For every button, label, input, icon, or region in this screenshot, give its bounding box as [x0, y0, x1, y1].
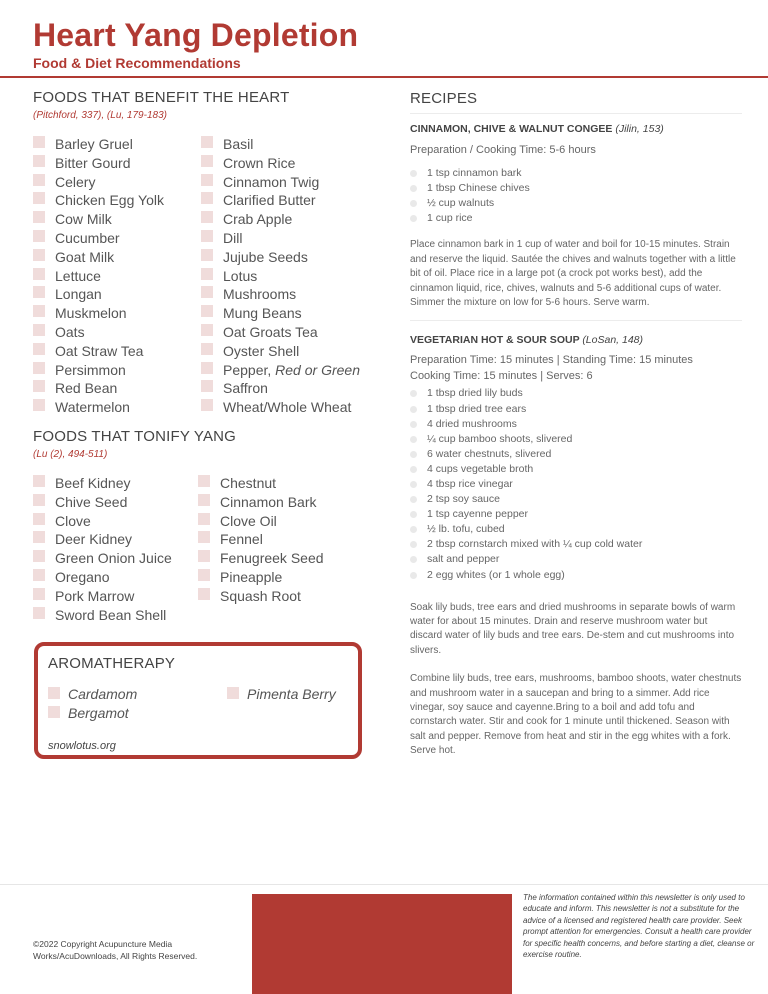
tonify-title: FOODS THAT TONIFY YANG — [33, 427, 237, 445]
food-item[interactable]: Muskmelon — [33, 304, 201, 323]
checkbox-icon[interactable] — [48, 706, 60, 718]
recipe-directions: Combine lily buds, tree ears, mushrooms, bamboo shoots, water chestnuts and mushroom water in a saucepan and bring to a simmer. Add rice vinegar, soy sauce and cayenne.Bring to a boil and add tofu and cornstarch water. Stir and cook for 1 minute until thickened. Season with salt and pepper. Remove from heat and stir in the egg whites with a fork. Serve hot. — [410, 673, 742, 757]
food-item[interactable]: Celery — [33, 173, 201, 192]
checkbox-icon[interactable] — [198, 569, 210, 581]
recipe-directions: Soak lily buds, tree ears and dried mushrooms in separate bowls of warm water for about 15 minutes. Drain and reserve mushroom water but discard water of lily buds and tree ears. De-stem and cut mushrooms into slivers. — [410, 601, 736, 656]
copyright-text: ©2022 Copyright Acupuncture Media Works/AcuDownloads, All Rights Reserved. — [33, 939, 198, 961]
checkbox-icon[interactable] — [201, 399, 213, 411]
recipes-column — [410, 88, 742, 759]
food-item[interactable]: Pineapple — [198, 568, 324, 587]
ingredient-item: 4 cups vegetable broth — [410, 462, 742, 477]
recipe-time: Preparation / Cooking Time: 5-6 hours — [410, 144, 596, 156]
checkbox-icon[interactable] — [33, 550, 45, 562]
checkbox-icon[interactable] — [198, 513, 210, 525]
ingredient-item: 2 tsp soy sauce — [410, 492, 742, 507]
recipe-title: VEGETARIAN HOT & SOUR SOUP (LoSan, 148) — [410, 334, 644, 347]
food-item[interactable]: Clove Oil — [198, 512, 324, 531]
checkbox-icon[interactable] — [201, 136, 213, 148]
ingredient-item: salt and pepper — [410, 552, 742, 567]
recipe-citation: (LoSan, 148) — [582, 334, 644, 347]
food-item[interactable]: Cucumber — [33, 229, 201, 248]
checkbox-icon[interactable] — [201, 174, 213, 186]
benefit-list-1 — [33, 135, 201, 417]
ingredient-item: 1 tsp cayenne pepper — [410, 507, 742, 522]
checkbox-icon[interactable] — [33, 230, 45, 242]
food-item[interactable]: Mushrooms — [201, 285, 360, 304]
food-item[interactable]: Dill — [201, 229, 360, 248]
checkbox-icon[interactable] — [201, 343, 213, 355]
checkbox-icon[interactable] — [33, 513, 45, 525]
food-item[interactable]: Clove — [33, 512, 198, 531]
food-item[interactable]: Green Onion Juice — [33, 549, 198, 568]
checkbox-icon[interactable] — [201, 211, 213, 223]
aroma-item[interactable]: Bergamot — [48, 704, 129, 722]
food-item[interactable]: Pork Marrow — [33, 587, 198, 606]
recipe-time: Cooking Time: 15 minutes | Serves: 6 — [410, 370, 593, 383]
ingredient-item: 4 dried mushrooms — [410, 417, 742, 432]
checkbox-icon[interactable] — [33, 305, 45, 317]
food-item[interactable]: Beef Kidney — [33, 474, 198, 493]
aroma-item[interactable]: Cardamom — [48, 685, 137, 703]
food-item[interactable]: Oregano — [33, 568, 198, 587]
checkbox-icon[interactable] — [33, 268, 45, 280]
food-item[interactable]: Watermelon — [33, 398, 201, 417]
food-item[interactable]: Pepper, Red or Green — [201, 361, 360, 380]
checkbox-icon[interactable] — [201, 286, 213, 298]
food-item[interactable]: Crown Rice — [201, 154, 360, 173]
checkbox-icon[interactable] — [33, 249, 45, 261]
checkbox-icon[interactable] — [198, 588, 210, 600]
checkbox-icon[interactable] — [33, 192, 45, 204]
tonify-citation: (Lu (2), 494-511) — [33, 448, 108, 460]
recipe-directions: Place cinnamon bark in 1 cup of water and boil for 10-15 minutes. Strain and reserve the liquid. Sautée the chives and walnuts together with a little bit of oil. Place rice in a large pot (a crock pot works best), add the cinnamon liquid, rice, chives, walnuts and 5-6 additional cups of water. Simmer the mixture on low for 5-6 hours. Serve warm. — [410, 239, 736, 308]
checkbox-icon[interactable] — [201, 230, 213, 242]
checkbox-icon[interactable] — [33, 324, 45, 336]
header-divider — [0, 76, 768, 78]
food-item[interactable]: Red Bean — [33, 379, 201, 398]
checkbox-icon[interactable] — [227, 687, 239, 699]
page-header — [33, 16, 358, 71]
aromatherapy-box — [34, 642, 362, 759]
food-item[interactable]: Goat Milk — [33, 248, 201, 267]
food-item[interactable]: Oyster Shell — [201, 342, 360, 361]
ingredient-list — [410, 166, 742, 226]
food-item[interactable]: Barley Gruel — [33, 135, 201, 154]
food-item[interactable]: Lotus — [201, 267, 360, 286]
ingredient-item: 4 tbsp rice vinegar — [410, 477, 742, 492]
benefit-list-2 — [201, 135, 360, 417]
food-item[interactable]: Sword Bean Shell — [33, 606, 198, 625]
food-item[interactable]: Chestnut — [198, 474, 324, 493]
checkbox-icon[interactable] — [33, 588, 45, 600]
checkbox-icon[interactable] — [201, 192, 213, 204]
food-item[interactable]: Oat Straw Tea — [33, 342, 201, 361]
checkbox-icon[interactable] — [33, 531, 45, 543]
checkbox-icon[interactable] — [33, 607, 45, 619]
checkbox-icon[interactable] — [33, 362, 45, 374]
ingredient-list — [410, 386, 742, 582]
tonify-list-2 — [198, 474, 324, 624]
recipes-title: RECIPES — [410, 88, 742, 114]
checkbox-icon[interactable] — [201, 324, 213, 336]
checkbox-icon[interactable] — [201, 249, 213, 261]
checkbox-icon[interactable] — [198, 550, 210, 562]
checkbox-icon[interactable] — [33, 380, 45, 392]
ingredient-item: ¼ cup bamboo shoots, slivered — [410, 432, 742, 447]
food-item[interactable]: Deer Kidney — [33, 530, 198, 549]
checkbox-icon[interactable] — [33, 286, 45, 298]
checkbox-icon[interactable] — [33, 399, 45, 411]
ingredient-item: 2 egg whites (or 1 whole egg) — [410, 568, 742, 583]
page-subtitle: Food & Diet Recommendations — [33, 55, 241, 71]
aromatherapy-title: AROMATHERAPY — [48, 655, 176, 672]
page-title: Heart Yang Depletion — [33, 17, 359, 53]
checkbox-icon[interactable] — [201, 362, 213, 374]
food-item[interactable]: Mung Beans — [201, 304, 360, 323]
food-item[interactable]: Oat Groats Tea — [201, 323, 360, 342]
food-item[interactable]: Basil — [201, 135, 360, 154]
food-item[interactable]: Cinnamon Twig — [201, 173, 360, 192]
food-item[interactable]: Cow Milk — [33, 210, 201, 229]
food-item[interactable]: Chive Seed — [33, 493, 198, 512]
food-item[interactable]: Longan — [33, 285, 201, 304]
checkbox-icon[interactable] — [33, 494, 45, 506]
website-link[interactable]: snowlotus.org — [48, 740, 116, 752]
checkbox-icon[interactable] — [198, 494, 210, 506]
ingredient-item: 2 tbsp cornstarch mixed with ¼ cup cold water — [410, 537, 742, 552]
food-item[interactable]: Saffron — [201, 379, 360, 398]
checkbox-icon[interactable] — [33, 211, 45, 223]
checkbox-icon[interactable] — [33, 174, 45, 186]
checkbox-icon[interactable] — [198, 531, 210, 543]
food-lists — [33, 88, 373, 624]
ingredient-item: 1 tbsp Chinese chives — [410, 181, 742, 196]
footer-divider — [0, 884, 768, 885]
food-item[interactable]: Wheat/Whole Wheat — [201, 398, 360, 417]
footer-banner — [252, 894, 512, 994]
ingredient-item: 1 tbsp dried lily buds — [410, 386, 742, 401]
ingredient-item: 1 cup rice — [410, 211, 742, 226]
ingredient-item: ½ cup walnuts — [410, 196, 742, 211]
ingredient-item: ½ lb. tofu, cubed — [410, 522, 742, 537]
food-item[interactable]: Crab Apple — [201, 210, 360, 229]
benefit-citation: (Pitchford, 337), (Lu, 179-183) — [33, 110, 167, 121]
food-item[interactable]: Persimmon — [33, 361, 201, 380]
checkbox-icon[interactable] — [201, 268, 213, 280]
food-item[interactable]: Lettuce — [33, 267, 201, 286]
checkbox-icon[interactable] — [33, 136, 45, 148]
pepper-variant: Red or Green — [275, 361, 360, 378]
recipe-divider — [410, 320, 742, 321]
recipe-citation: (Jilin, 153) — [615, 123, 664, 135]
food-item[interactable]: Chicken Egg Yolk — [33, 191, 201, 210]
food-item[interactable]: Squash Root — [198, 587, 324, 606]
benefit-title: FOODS THAT BENEFIT THE HEART — [33, 89, 290, 106]
food-item[interactable]: Fennel — [198, 530, 324, 549]
food-item[interactable]: Cinnamon Bark — [198, 493, 324, 512]
checkbox-icon[interactable] — [201, 305, 213, 317]
ingredient-item: 1 tbsp dried tree ears — [410, 402, 742, 417]
food-item[interactable]: Jujube Seeds — [201, 248, 360, 267]
recipe-time: Preparation Time: 15 minutes | Standing Time: 15 minutes — [410, 354, 693, 367]
disclaimer-text: The information contained within this newsletter is only used to educate and inform. This newsletter is not a substitute for the advice of a licensed and registered health care provider. Seek prompt attention for emergencies. Consult a health care provider for specific health concerns, and before starting a diet, cleanse or exercise routine. — [523, 893, 755, 960]
food-item[interactable]: Clarified Butter — [201, 191, 360, 210]
food-item[interactable]: Fenugreek Seed — [198, 549, 324, 568]
checkbox-icon[interactable] — [198, 475, 210, 487]
checkbox-icon[interactable] — [48, 687, 60, 699]
recipe-title: CINNAMON, CHIVE & WALNUT CONGEE (Jilin, 153) — [410, 123, 664, 135]
tonify-list-1 — [33, 474, 198, 624]
checkbox-icon[interactable] — [201, 380, 213, 392]
ingredient-item: 1 tsp cinnamon bark — [410, 166, 742, 181]
ingredient-item: 6 water chestnuts, slivered — [410, 447, 742, 462]
checkbox-icon[interactable] — [33, 343, 45, 355]
aroma-item[interactable]: Pimenta Berry — [227, 685, 336, 703]
checkbox-icon[interactable] — [33, 475, 45, 487]
food-item[interactable]: Bitter Gourd — [33, 154, 201, 173]
checkbox-icon[interactable] — [201, 155, 213, 167]
checkbox-icon[interactable] — [33, 155, 45, 167]
checkbox-icon[interactable] — [33, 569, 45, 581]
food-item[interactable]: Oats — [33, 323, 201, 342]
